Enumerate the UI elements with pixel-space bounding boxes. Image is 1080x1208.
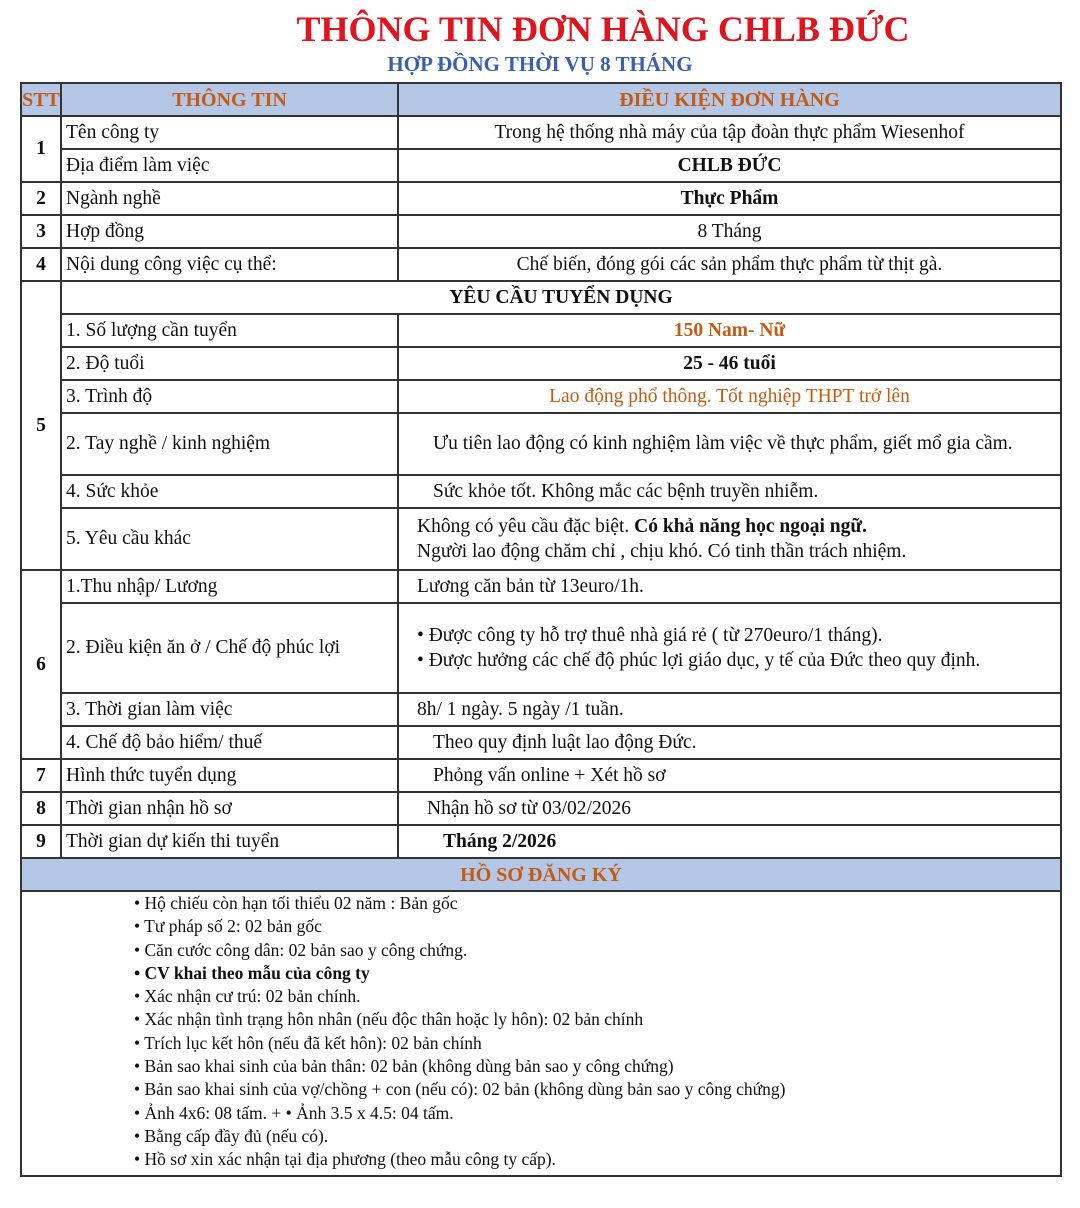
row-label: 5. Yêu cầu khác [61,508,398,570]
document-item: • Bằng cấp đầy đủ (nếu có). [134,1125,329,1146]
row-number: 6 [21,570,61,759]
table-row [21,693,1061,726]
table-row [21,891,1061,1176]
row-number: 9 [21,825,61,858]
table-row [21,792,1061,825]
row-value: Thực Phẩm [398,182,1061,215]
value-emphasis: Có khả năng học ngoại ngữ. [634,515,867,537]
row-label: 2. Điều kiện ăn ở / Chế độ phúc lợi [61,603,398,693]
row-number: 1 [21,116,61,182]
row-label: Hợp đồng [61,215,398,248]
header-conditions: ĐIỀU KIỆN ĐƠN HÀNG [398,83,1061,116]
row-number: 8 [21,792,61,825]
row-value: Chế biến, đóng gói các sản phẩm thực phẩm từ thịt gà. [398,248,1061,281]
document-item: • Căn cước công dân: 02 bản sao y công chứng. [134,939,468,960]
row-value: Sức khỏe tốt. Không mắc các bệnh truyền nhiễm. [398,475,1061,508]
document-item: • Xác nhận cư trú: 02 bản chính. [134,986,361,1007]
document-subtitle: HỢP ĐỒNG THỜI VỤ 8 THÁNG [387,52,693,76]
table-row [21,116,1061,149]
row-value: Tháng 2/2026 [398,825,1061,858]
row-number: 3 [21,215,61,248]
row-label: 1. Số lượng cần tuyển [61,314,398,347]
row-value: Theo quy định luật lao động Đức. [398,726,1061,759]
row-label: Hình thức tuyển dụng [61,759,398,792]
table-row [21,248,1061,281]
section-recruitment-requirements: YÊU CẦU TUYỂN DỤNG [61,281,1061,314]
row-label: 3. Trình độ [61,380,398,413]
table-row [21,603,1061,693]
document-title: THÔNG TIN ĐƠN HÀNG CHLB ĐỨC [296,9,910,49]
row-value [398,603,1061,693]
table-row [21,149,1061,182]
row-label: 3. Thời gian làm việc [61,693,398,726]
documents-list [21,891,1061,1176]
document-item: • Bản sao khai sinh của bản thân: 02 bản (không dùng bản sao y công chứng) [134,1056,674,1077]
table-row [21,182,1061,215]
row-value: 8h/ 1 ngày. 5 ngày /1 tuần. [398,693,1061,726]
table-row [21,380,1061,413]
benefit-item: • Được hưởng các chế độ phúc lợi giáo dục, y tế của Đức theo quy định. [417,650,981,671]
row-label: 4. Sức khỏe [61,475,398,508]
row-label: 4. Chế độ bảo hiểm/ thuế [61,726,398,759]
table-row [21,314,1061,347]
table-row [21,825,1061,858]
table-row [21,759,1061,792]
row-value: Trong hệ thống nhà máy của tập đoàn thực phẩm Wiesenhof [398,116,1061,149]
header-stt: STT [21,83,61,116]
row-label: Tên công ty [61,116,398,149]
table-row [21,281,1061,314]
row-number: 4 [21,248,61,281]
row-value: Phỏng vấn online + Xét hồ sơ [398,759,1061,792]
row-label: 2. Tay nghề / kinh nghiệm [61,413,398,475]
document-item: • Ảnh 4x6: 08 tấm. + • Ảnh 3.5 x 4.5: 04 tấm. [134,1102,454,1123]
row-number: 2 [21,182,61,215]
row-value [398,508,1061,570]
row-label: Thời gian nhận hồ sơ [61,792,398,825]
document-item: • Hồ sơ xin xác nhận tại địa phương (theo mẫu công ty cấp). [134,1149,556,1170]
row-label: Địa điểm làm việc [61,149,398,182]
row-value: 25 - 46 tuổi [398,347,1061,380]
row-label: Nội dung công việc cụ thể: [61,248,398,281]
row-label: 1.Thu nhập/ Lương [61,570,398,603]
document-item: • CV khai theo mẫu của công ty [134,962,370,983]
order-info-table [20,82,1062,1177]
table-row [21,475,1061,508]
row-value: 150 Nam- Nữ [398,314,1061,347]
row-value: Lao động phổ thông. Tốt nghiệp THPT trở lên [398,380,1061,413]
table-row [21,215,1061,248]
table-row [21,347,1061,380]
row-label: 2. Độ tuổi [61,347,398,380]
document-item: • Xác nhận tình trạng hôn nhân (nếu độc thân hoặc ly hôn): 02 bản chính [134,1009,644,1030]
value-text: Không có yêu cầu đặc biệt. [417,515,635,537]
row-value: Nhận hồ sơ từ 03/02/2026 [398,792,1061,825]
value-text: Người lao động chăm chỉ , chịu khó. Có tinh thần trách nhiệm. [417,541,907,562]
table-row [21,508,1061,570]
table-row [21,726,1061,759]
document-item: • Hộ chiếu còn hạn tối thiểu 02 năm : Bản gốc [134,893,458,913]
row-value: 8 Tháng [398,215,1061,248]
table-row [21,413,1061,475]
table-row [21,858,1061,891]
row-number: 7 [21,759,61,792]
table-row [21,570,1061,603]
document-item: • Trích lục kết hôn (nếu đã kết hôn): 02 bản chính [134,1032,482,1053]
section-documents-title: HỒ SƠ ĐĂNG KÝ [21,858,1061,891]
benefit-item: • Được công ty hỗ trợ thuê nhà giá rẻ ( từ 270euro/1 tháng). [417,624,883,646]
row-label: Ngành nghề [61,182,398,215]
row-number: 5 [21,281,61,570]
header-info: THÔNG TIN [61,83,398,116]
document-item: • Tư pháp số 2: 02 bản gốc [134,916,322,937]
table-header [21,83,1061,116]
row-value: Lương căn bản từ 13euro/1h. [398,570,1061,603]
row-label: Thời gian dự kiến thi tuyển [61,825,398,858]
document-item: • Bản sao khai sinh của vợ/chồng + con (nếu có): 02 bản (không dùng bản sao y công chứng) [134,1079,786,1100]
row-value: CHLB ĐỨC [398,149,1061,182]
row-value: Ưu tiên lao động có kinh nghiệm làm việc về thực phẩm, giết mổ gia cầm. [398,413,1061,475]
